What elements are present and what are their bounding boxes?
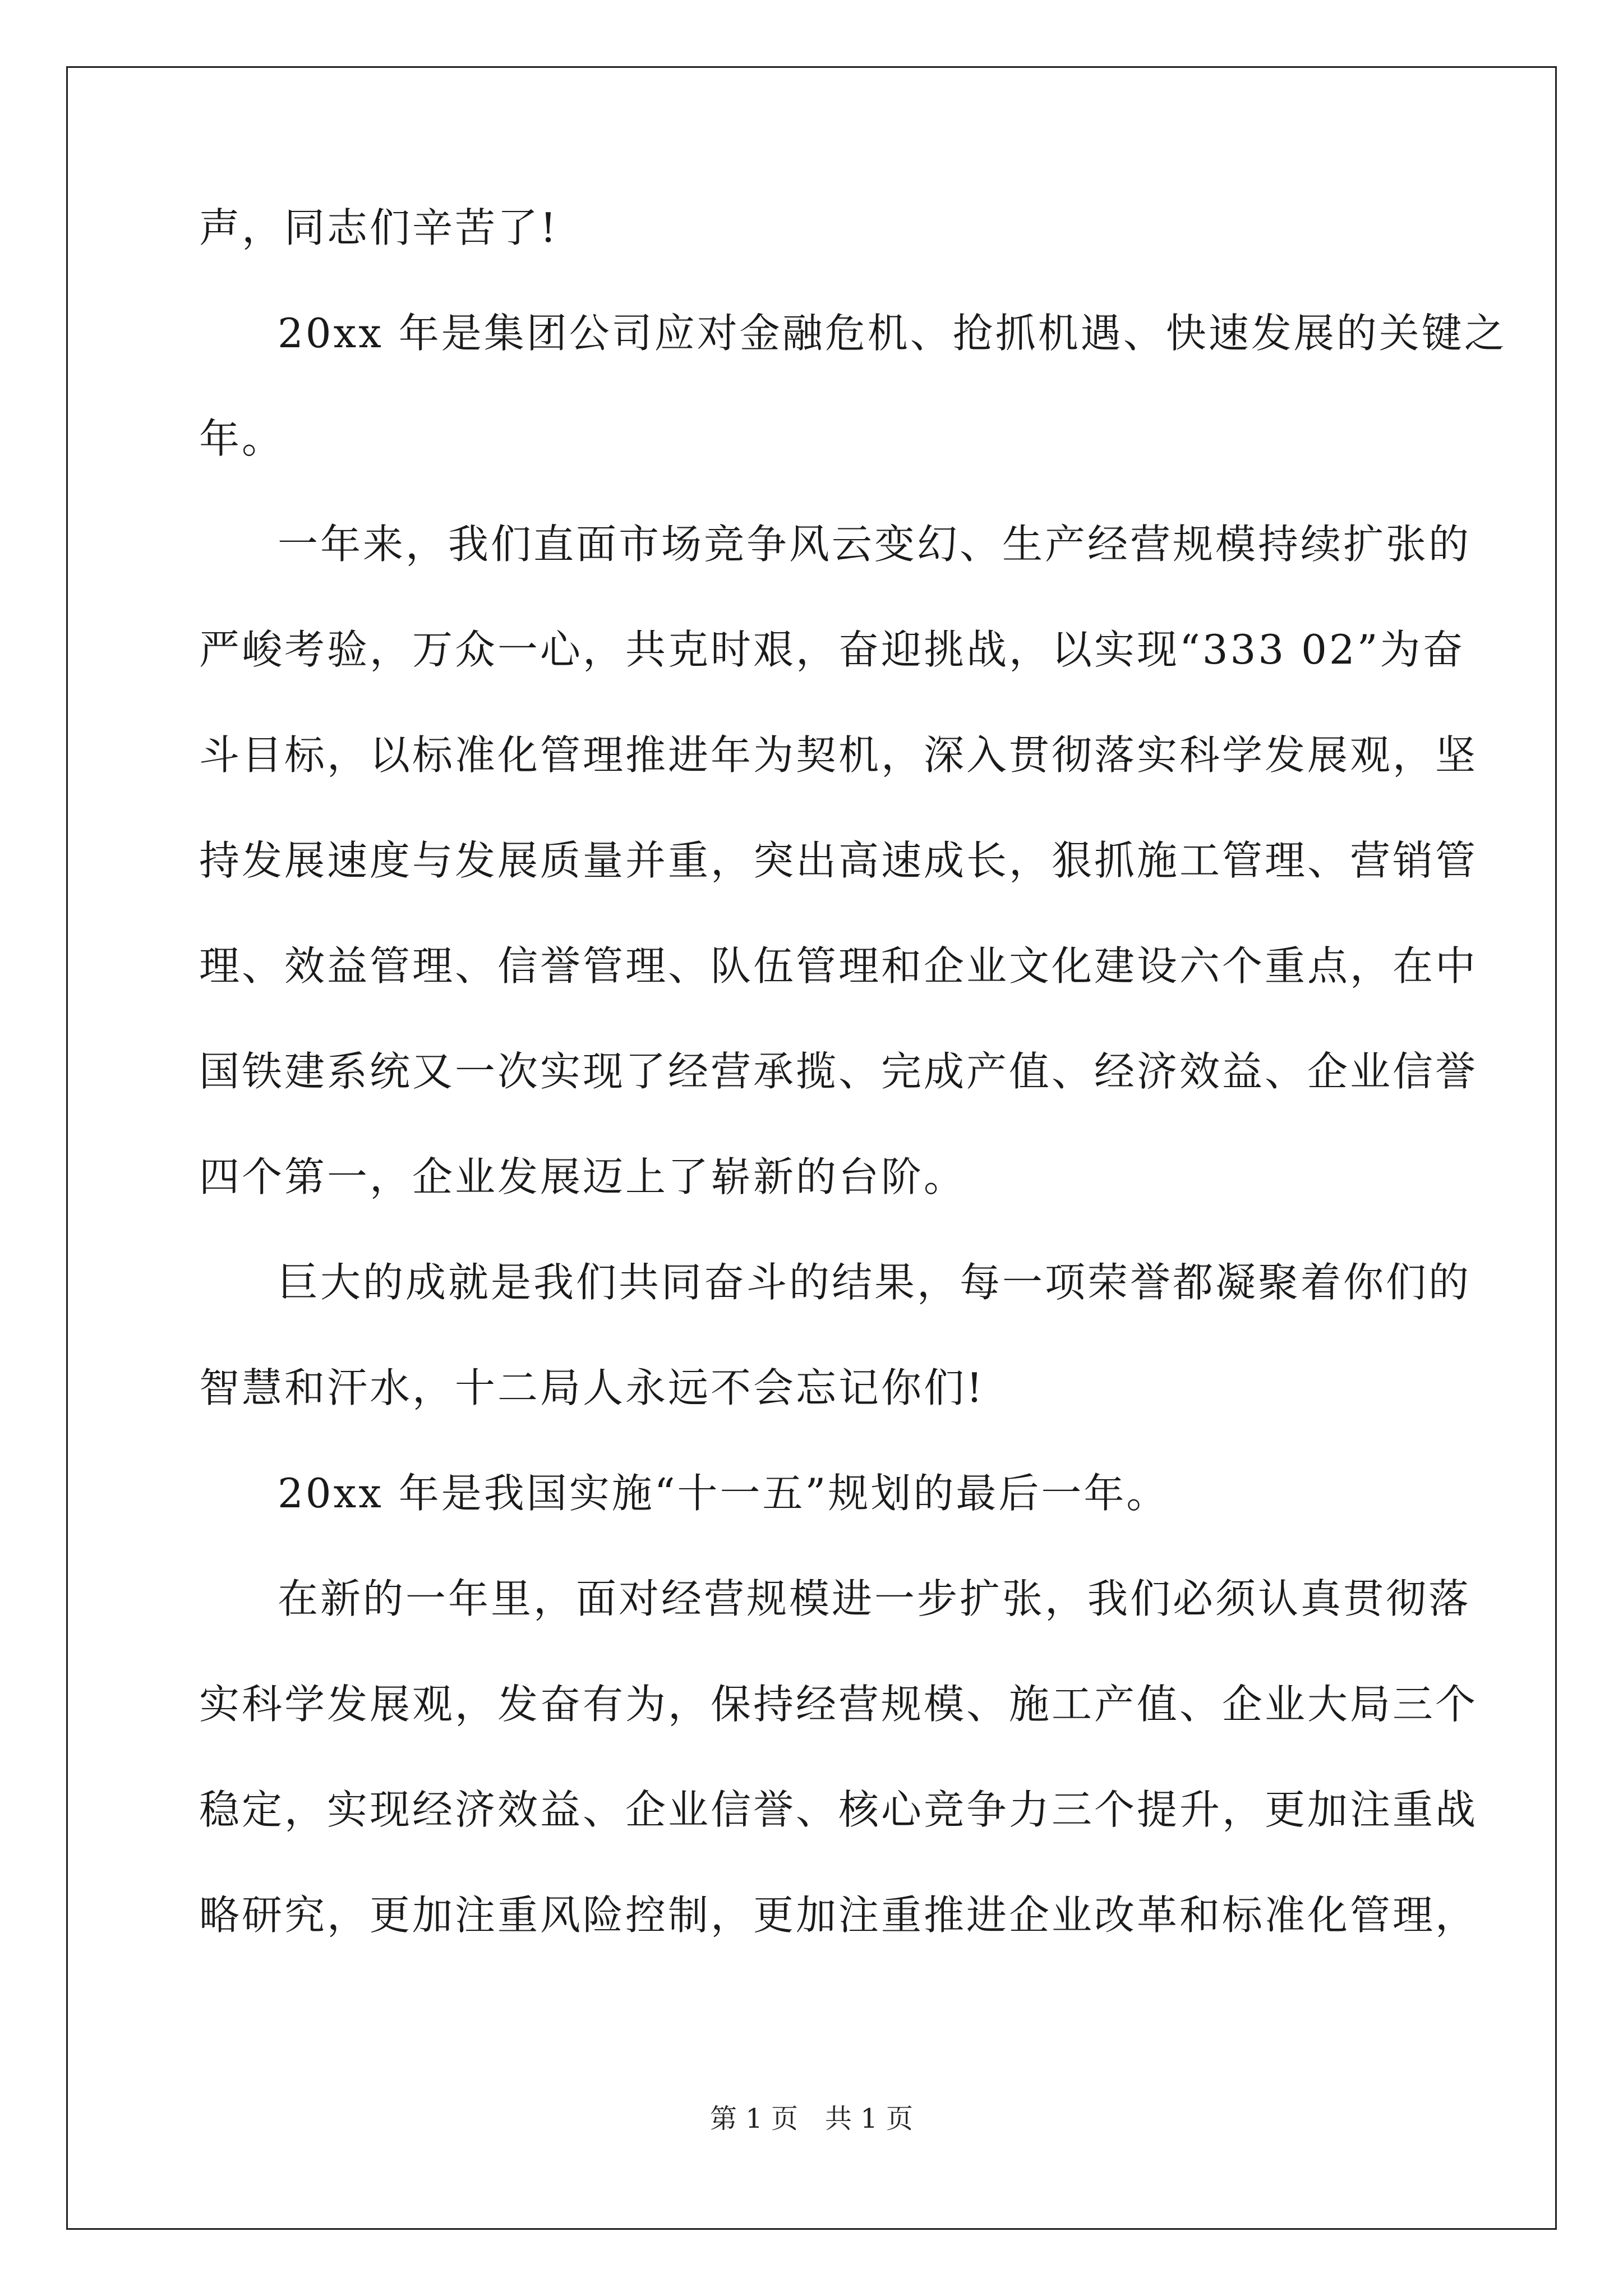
text-line: 略研究，更加注重风险控制，更加注重推进企业改革和标准化管理， <box>199 1892 1478 1939</box>
text-line: 理、效益管理、信誉管理、队伍管理和企业文化建设六个重点，在中 <box>199 942 1478 990</box>
text-line: 实科学发展观，发奋有为，保持经营规模、施工产值、企业大局三个 <box>199 1681 1478 1728</box>
page-footer <box>0 2097 1623 2136</box>
text-line: 国铁建系统又一次实现了经营承揽、完成产值、经济效益、企业信誉 <box>199 1048 1478 1095</box>
text-line: 20xx 年是我国实施“十一五”规划的最后一年。 <box>278 1470 1169 1517</box>
text-line: 四个第一，企业发展迈上了崭新的台阶。 <box>199 1153 967 1200</box>
page-total: 共 1 页 <box>825 2103 914 2134</box>
text-line: 一年来，我们直面市场竞争风云变幻、生产经营规模持续扩张的 <box>278 521 1472 568</box>
text-line: 智慧和汗水，十二局人永远不会忘记你们! <box>199 1364 985 1411</box>
text-line: 严峻考验，万众一心，共克时艰，奋迎挑战，以实现“333 02”为奋 <box>199 626 1465 673</box>
text-line: 持发展速度与发展质量并重，突出高速成长，狠抓施工管理、营销管 <box>199 837 1478 884</box>
text-line: 20xx 年是集团公司应对金融危机、抢抓机遇、快速发展的关键之 <box>278 310 1507 357</box>
page-number: 第 1 页 <box>709 2103 798 2134</box>
text-line: 在新的一年里，面对经营规模进一步扩张，我们必须认真贯彻落 <box>278 1575 1472 1622</box>
text-line: 稳定，实现经济效益、企业信誉、核心竞争力三个提升，更加注重战 <box>199 1786 1478 1833</box>
text-line: 声，同志们辛苦了! <box>199 204 559 251</box>
text-line: 斗目标，以标准化管理推进年为契机，深入贯彻落实科学发展观，坚 <box>199 731 1478 779</box>
text-line: 巨大的成就是我们共同奋斗的结果，每一项荣誉都凝聚着你们的 <box>278 1259 1472 1306</box>
text-line: 年。 <box>199 415 285 462</box>
